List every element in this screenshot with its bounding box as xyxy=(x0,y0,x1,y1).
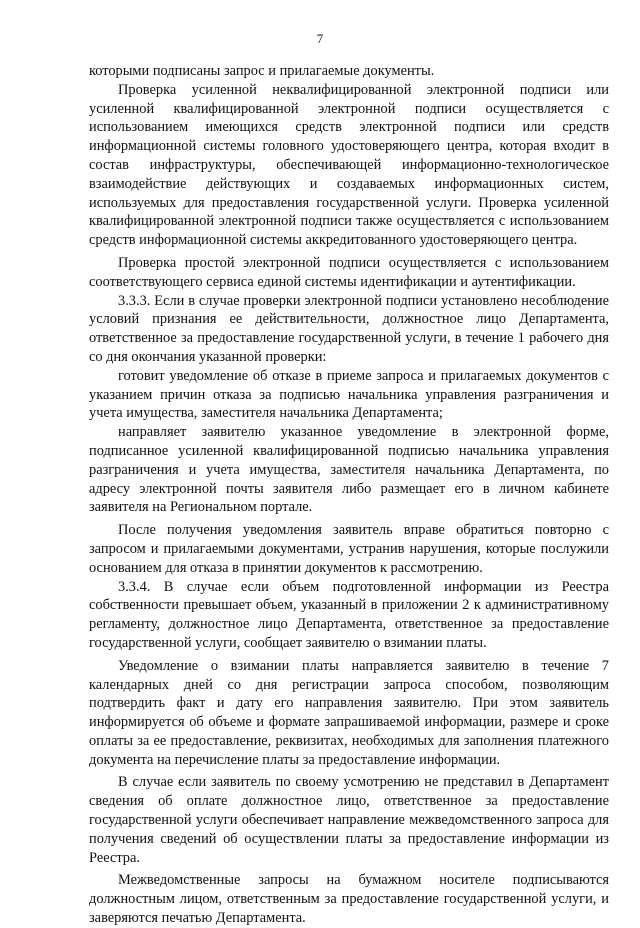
paragraph-sends-notice: направляет заявителю указанное уведомление в электронной форме, подписанное усиленной квалифицированной подписью начальника управления разграничения и учета имущества, заместителя начальника Департамента, по адресу электронной почты заявителя либо размещает его в личном кабинете заявителя на Региональном портале. xyxy=(89,424,609,516)
document-body xyxy=(89,62,609,928)
paragraph-signature-check-simple: Проверка простой электронной подписи осуществляется с использованием соответствующего сервиса единой системы идентификации и аутентификации. xyxy=(89,254,609,290)
paragraph-signature-check-enhanced: Проверка усиленной неквалифицированной электронной подписи или усиленной квалифицированной электронной подписи осуществляется с использованием имеющихся средств электронной подписи или средств информационной системы головного удостоверяющего центра, которая входит в состав инфраструктуры, обеспечивающей информационно-технологическое взаимодействие действующих и создаваемых информационных систем, используемых для предоставления государственной услуги. Проверка усиленной квалифицированной электронной подписи также осуществляется с использованием средств информационной системы аккредитованного удостоверяющего центра. xyxy=(89,81,609,249)
paragraph-paper-requests: Межведомственные запросы на бумажном носителе подписываются должностным лицом, ответственным за предоставление государственной услуги, и заверяются печатью Департамента. xyxy=(89,872,609,927)
paragraph-fee-notice: Уведомление о взимании платы направляется заявителю в течение 7 календарных дней со дня регистрации запроса способом, позволяющим подтвердить факт и дату его направления заявителю. При этом заявитель информируется об объеме и формате запрашиваемой информации, размере и сроке оплаты за ее предоставление, реквизитах, необходимых для заполнения платежного документа на перечисление платы за предоставление информации. xyxy=(89,657,609,768)
page-number: 7 xyxy=(316,31,324,46)
paragraph-continuation: которыми подписаны запрос и прилагаемые документы. xyxy=(89,63,435,79)
paragraph-after-notice: После получения уведомления заявитель вправе обратиться повторно с запросом и прилагаемыми документами, устранив нарушения, которые послужили основанием для отказа в принятии документов к рассмотрению. xyxy=(89,522,609,576)
paragraph-3-3-3: 3.3.3. Если в случае проверки электронной подписи установлено несоблюдение условий признания ее действительности, должностное лицо Департамента, ответственное за предоставление государственной услуги, в течение 1 рабочего дня со дня окончания указанной проверки: xyxy=(89,292,609,365)
paragraph-prepares-notice: готовит уведомление об отказе в приеме запроса и прилагаемых документов с указанием причин отказа за подписью начальника управления разграничения и учета имущества, заместителя начальника Департамента; xyxy=(89,367,609,422)
paragraph-3-3-4: 3.3.4. В случае если объем подготовленной информации из Реестра собственности превышает объем, указанный в приложении 2 к административному регламенту, должностное лицо Департамента, ответственное за предоставление государственной услуги, сообщает заявителю о взимании платы. xyxy=(89,578,609,651)
paragraph-no-payment-info: В случае если заявитель по своему усмотрению не представил в Департамент сведения об оплате должностное лицо, ответственное за предоставление государственной услуги обеспечивает направление межведомственного запроса для получения сведений об осуществлении платы за предоставление информации из Реестра. xyxy=(89,774,609,866)
